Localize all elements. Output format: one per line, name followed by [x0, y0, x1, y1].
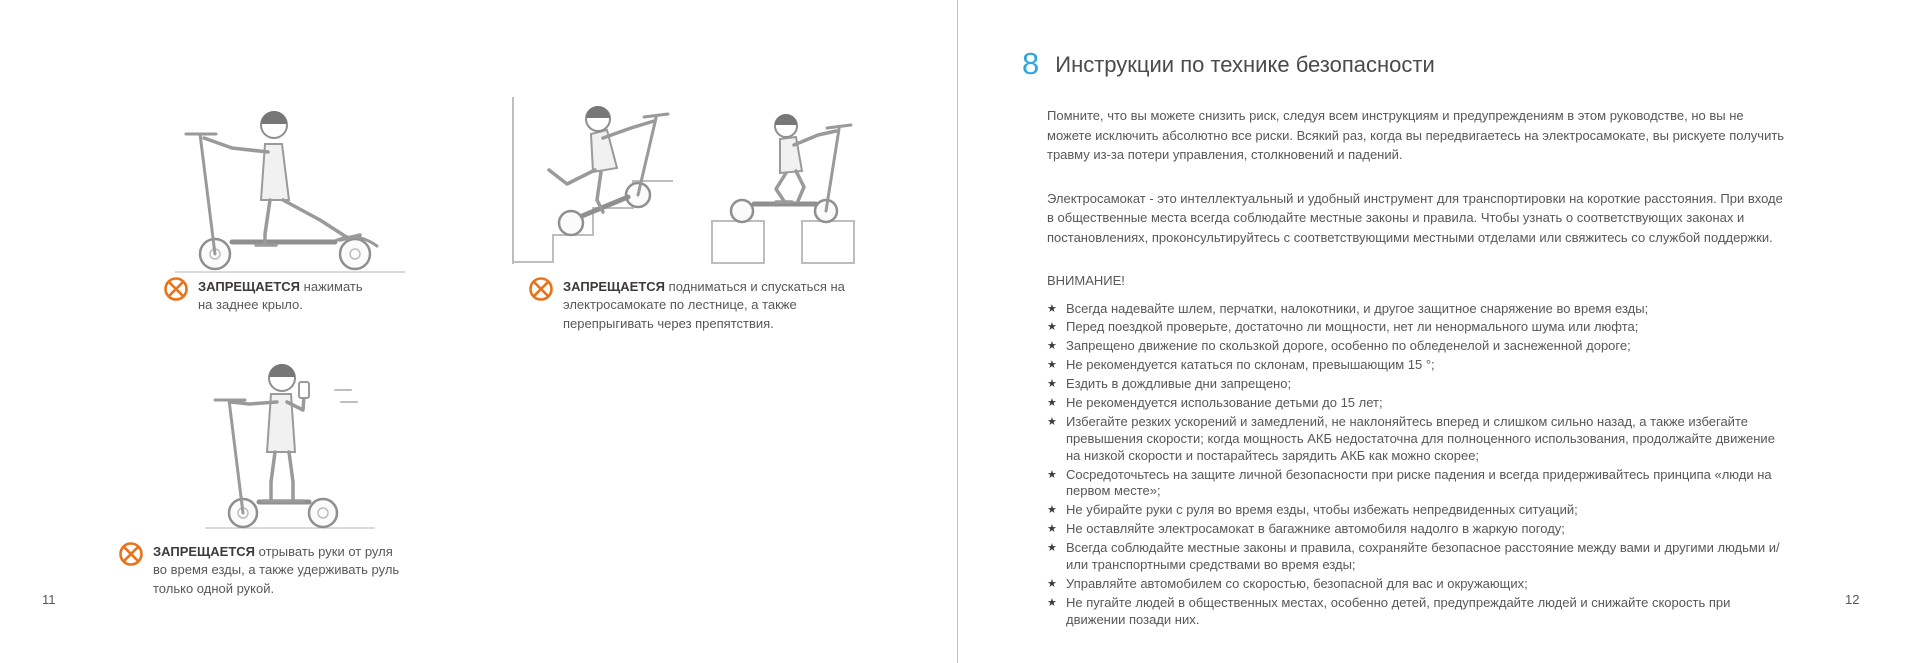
prohibited-label: ЗАПРЕЩАЕТСЯ — [153, 544, 256, 559]
page-number-right: 12 — [1845, 592, 1860, 607]
prohibited-text: подниматься и спускаться на электросамокате по лестнице, а также перепрыгивать через препятствия. — [563, 279, 845, 331]
page-divider — [957, 0, 958, 663]
prohibited-text: отрывать руки от руля во время езды, а также удерживать руль только одной рукой. — [153, 544, 400, 596]
caption-rear-fender — [163, 278, 385, 315]
warning-item — [1047, 502, 1789, 519]
caption-text — [563, 278, 863, 333]
star-bullet-icon: ★ — [1047, 504, 1057, 517]
warning-item-text: Запрещено движение по скользкой дороге, особенно по обледенелой и заснеженной дороге; — [1066, 338, 1631, 354]
warning-item-text: Избегайте резких ускорений и замедлений, не наклоняйтесь вперед и слишком сильно назад, а также избегайте превышения скорости; когда мощность АКБ недостаточна для полноценного использования, продолжайте движение на низкой скорости и постарайтесь зарядить АКБ как можно скорее; — [1066, 413, 1775, 463]
safety-text-column — [1047, 106, 1789, 631]
caption-stairs — [528, 278, 873, 333]
warning-item-text: Управляйте автомобилем со скоростью, безопасной для вас и окружающих; — [1066, 575, 1528, 591]
star-bullet-icon: ★ — [1047, 396, 1057, 409]
warning-item-text: Не оставляйте электросамокат в багажнике автомобиля надолго в жаркую погоду; — [1066, 521, 1565, 537]
star-bullet-icon: ★ — [1047, 596, 1057, 609]
warning-item — [1047, 395, 1789, 412]
warning-item — [1047, 357, 1789, 374]
warning-item-text: Сосредоточьтесь на защите личной безопасности при риске падения и всегда придерживайтесь принципа «люди на первом месте»; — [1066, 466, 1772, 499]
star-bullet-icon: ★ — [1047, 577, 1057, 590]
prohibited-label: ЗАПРЕЩАЕТСЯ — [563, 279, 666, 294]
star-bullet-icon: ★ — [1047, 340, 1057, 353]
caption-text — [153, 543, 403, 598]
star-bullet-icon: ★ — [1047, 542, 1057, 555]
warning-item — [1047, 301, 1789, 318]
warning-item — [1047, 576, 1789, 593]
prohibition-icon — [118, 541, 144, 567]
caption-text — [198, 278, 378, 315]
prohibited-label: ЗАПРЕЩАЕТСЯ — [198, 279, 301, 294]
illustration-scooter-on-stairs — [505, 92, 690, 269]
star-bullet-icon: ★ — [1047, 359, 1057, 372]
warning-item — [1047, 338, 1789, 355]
star-bullet-icon: ★ — [1047, 523, 1057, 536]
warning-item — [1047, 467, 1789, 501]
caption-one-hand — [118, 543, 408, 598]
warning-item — [1047, 540, 1789, 574]
warning-item-text: Всегда надевайте шлем, перчатки, налокотники, и другое защитное снаряжение во время езды; — [1066, 300, 1649, 316]
star-bullet-icon: ★ — [1047, 415, 1057, 428]
intro-paragraph-1: Помните, что вы можете снизить риск, следуя всем инструкциям и предупреждениям в этом руководстве, но вы не можете исключить абсолютно все риски. Всякий раз, когда вы передвигаетесь на электросамокате, вы рискуете получить травму из-за потери управления, столкновений и падений. — [1047, 108, 1785, 162]
star-bullet-icon: ★ — [1047, 321, 1057, 334]
star-bullet-icon: ★ — [1047, 378, 1057, 391]
page-title: Инструкции по технике безопасности — [1055, 52, 1435, 77]
star-bullet-icon: ★ — [1047, 302, 1057, 315]
warning-item — [1047, 521, 1789, 538]
illustration-one-hand-riding — [205, 332, 375, 537]
warning-item-text: Не рекомендуется использование детьми до 15 лет; — [1066, 394, 1383, 410]
section-number: 8 — [1022, 46, 1040, 81]
prohibition-icon — [528, 276, 554, 302]
warning-item-text: Не убирайте руки с руля во время езды, чтобы избежать непредвиденных ситуаций; — [1066, 502, 1578, 518]
warning-item-text: Не рекомендуется кататься по склонам, превышающим 15 °; — [1066, 357, 1435, 373]
warning-item-text: Не пугайте людей в общественных местах, особенно детей, предупреждайте людей и снижайте скорость при движении позади них. — [1066, 594, 1731, 627]
star-bullet-icon: ★ — [1047, 468, 1057, 481]
warning-list — [1047, 301, 1789, 629]
warning-item — [1047, 595, 1789, 629]
warning-item — [1047, 319, 1789, 336]
warning-item-text: Всегда соблюдайте местные законы и правила, сохраняйте безопасное расстояние между вами и другими людьми и/или транспортными средствами во время езды; — [1066, 540, 1780, 572]
section-header — [1022, 48, 1435, 79]
illustration-foot-on-rear-fender — [170, 88, 410, 280]
warning-item-text: Ездить в дождливые дни запрещено; — [1066, 376, 1292, 392]
intro-paragraph-2: Электросамокат - это интеллектуальный и удобный инструмент для транспортировки на короткие расстояния. При входе в общественные места всегда соблюдайте местные законы и правила. Чтобы узнать о соответствующих законах и постановлениях, проконсультируйтесь с соответствующими местными отделами или свяжитесь со службой поддержки. — [1047, 190, 1783, 245]
attention-label: ВНИМАНИЕ! — [1047, 273, 1125, 288]
warning-item-text: Перед поездкой проверьте, достаточно ли мощности, нет ли ненормального шума или люфта; — [1066, 319, 1639, 335]
prohibition-icon — [163, 276, 189, 302]
prohibited-text: нажимать на заднее крыло. — [198, 279, 363, 313]
warning-item — [1047, 414, 1789, 465]
warning-item — [1047, 376, 1789, 393]
illustration-jumping-obstacles — [708, 105, 858, 268]
page-number-left: 11 — [42, 592, 56, 607]
